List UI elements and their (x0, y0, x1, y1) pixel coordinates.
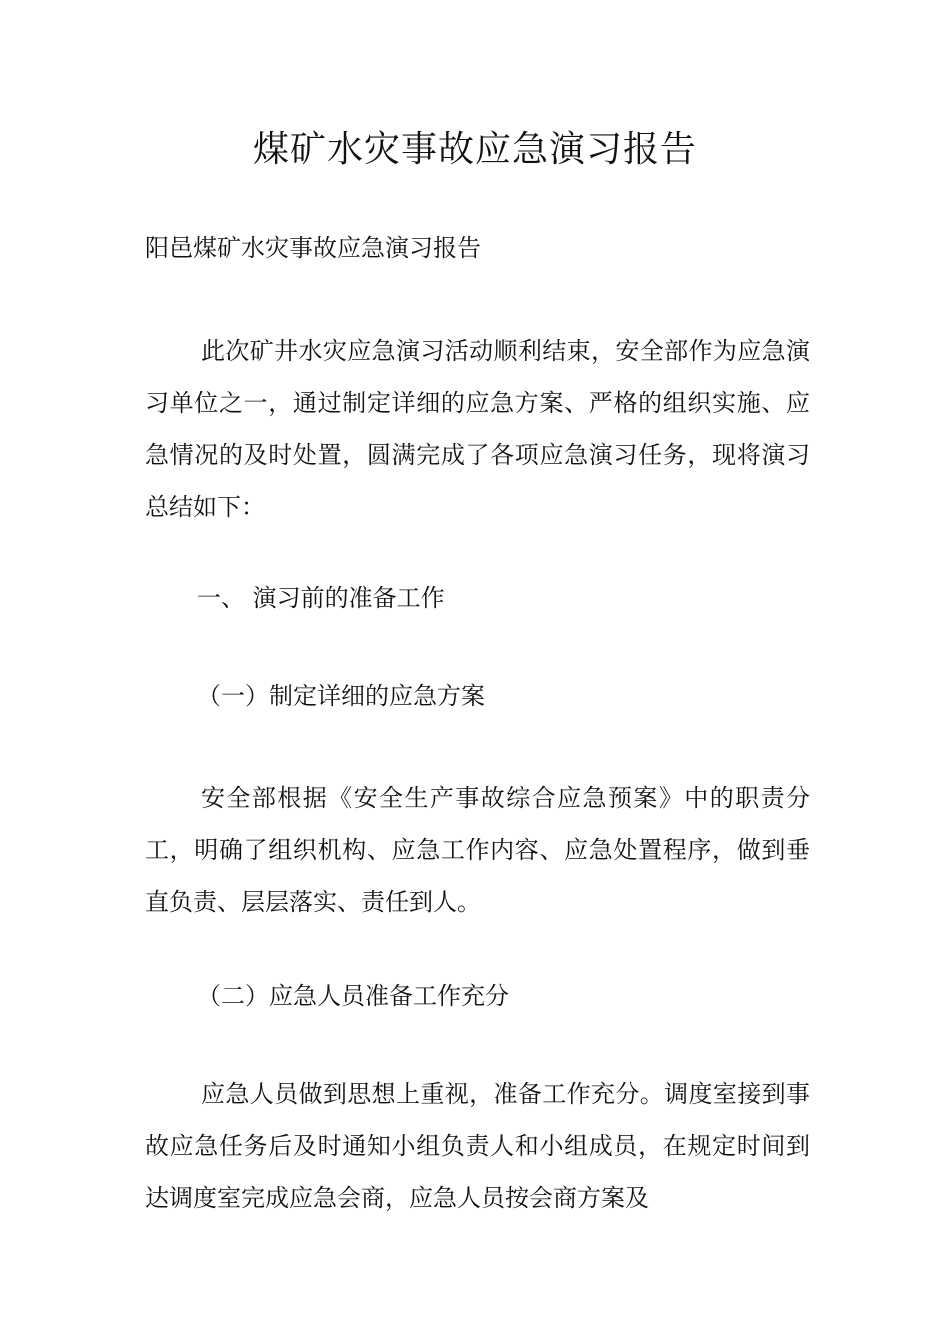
intro-paragraph: 此次矿井水灾应急演习活动顺利结束，安全部作为应急演习单位之一，通过制定详细的应急方案、严格的组织实施、应急情况的及时处置，圆满完成了各项应急演习任务，现将演习总结如下： (145, 337, 810, 521)
section-heading-preparation: 一、 演习前的准备工作 (197, 584, 445, 612)
paragraph-personnel: 应急人员做到思想上重视，准备工作充分。调度室接到事故应急任务后及时通知小组负责人和小组成员，在规定时间到达调度室完成应急会商，应急人员按会商方案及 (145, 1080, 810, 1212)
paragraph-emergency-plan: 安全部根据《安全生产事故综合应急预案》中的职责分工，明确了组织机构、应急工作内容、应急处置程序，做到垂直负责、层层落实、责任到人。 (145, 784, 810, 916)
document-title: 煤矿水灾事故应急演习报告 (252, 129, 697, 170)
subsection-heading-emergency-plan: （一）制定详细的应急方案 (197, 682, 485, 710)
subsection-heading-personnel: （二）应急人员准备工作充分 (197, 982, 509, 1010)
document-subtitle: 阳邑煤矿水灾事故应急演习报告 (145, 234, 481, 262)
